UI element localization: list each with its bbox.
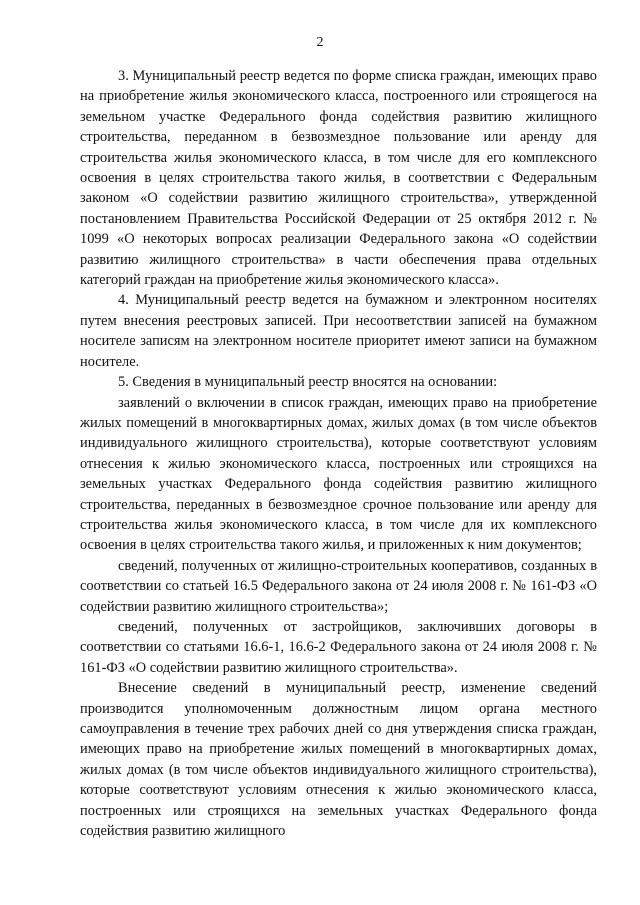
- paragraph-entry-procedure: Внесение сведений в муниципальный реестр, изменение сведений производится уполномоченным должностным лицом органа местного самоуправления в течение трех рабочих дней со дня утверждения списка граждан, имеющих право на приобретение жилых помещений в многоквартирных домах, жилых домах (в том числе объектов индивидуального жилищного строительства), которые соответствуют условиям отнесения к жилью экономического класса, построенных или строящихся на земельных участках Федерального фонда содействия развитию жилищного: [80, 680, 597, 840]
- page-number: 2: [316, 35, 324, 50]
- paragraph-registry-form: 3. Муниципальный реестр ведется по форме списка граждан, имеющих право на приобретение жилья экономического класса, построенного или строящегося на земельном участке Федерального фонда содействия развитию жилищного строительства, переданном в безвозмездное пользование или аренду для строительства жилья экономического класса, в том числе для его комплексного освоения в целях строительства такого жилья, в соответствии с Федеральным законом «О содействии развитию жилищного строительства», утвержденной постановлением Правительства Российской Федерации от 25 октября 2012 г. № 1099 «О некоторых вопросах реализации Федерального закона «О содействии развитию жилищного строительства» в части обеспечения права отдельных категорий граждан на приобретение жилья экономического класса».: [80, 68, 597, 289]
- paragraph-applications: заявлений о включении в список граждан, имеющих право на приобретение жилых помещений в многоквартирных домах, жилых домах (в том числе объектов индивидуального жилищного строительства), которые соответствуют условиям отнесения к жилью экономического класса, построенных или строящихся на земельных участках Федерального фонда содействия развитию жилищного строительства, переданных в безвозмездное срочное пользование или аренду для строительства жилья экономического класса, в том числе для их комплексного освоения в целях строительства такого жилья, и приложенных к ним документов;: [80, 394, 597, 554]
- document-body: [80, 66, 597, 841]
- paragraph-developers: сведений, полученных от застройщиков, заключивших договоры в соответствии со статьями 16.6-1, 16.6-2 Федерального закона от 24 июля 2008 г. № 161-ФЗ «О содействии развитию жилищного строительства».: [80, 618, 597, 676]
- paragraph-cooperatives: сведений, полученных от жилищно-строительных кооперативов, созданных в соответствии со статьей 16.5 Федерального закона от 24 июля 2008 г. № 161-ФЗ «О содействии развитию жилищного строительства»;: [80, 557, 597, 615]
- paragraph-registry-basis: 5. Сведения в муниципальный реестр вносятся на основании:: [118, 374, 498, 391]
- paragraph-registry-media: 4. Муниципальный реестр ведется на бумажном и электронном носителях путем внесения реестровых записей. При несоответствии записей на бумажном носителе записям на электронном носителе приоритет имеют записи на бумажном носителе.: [80, 292, 597, 370]
